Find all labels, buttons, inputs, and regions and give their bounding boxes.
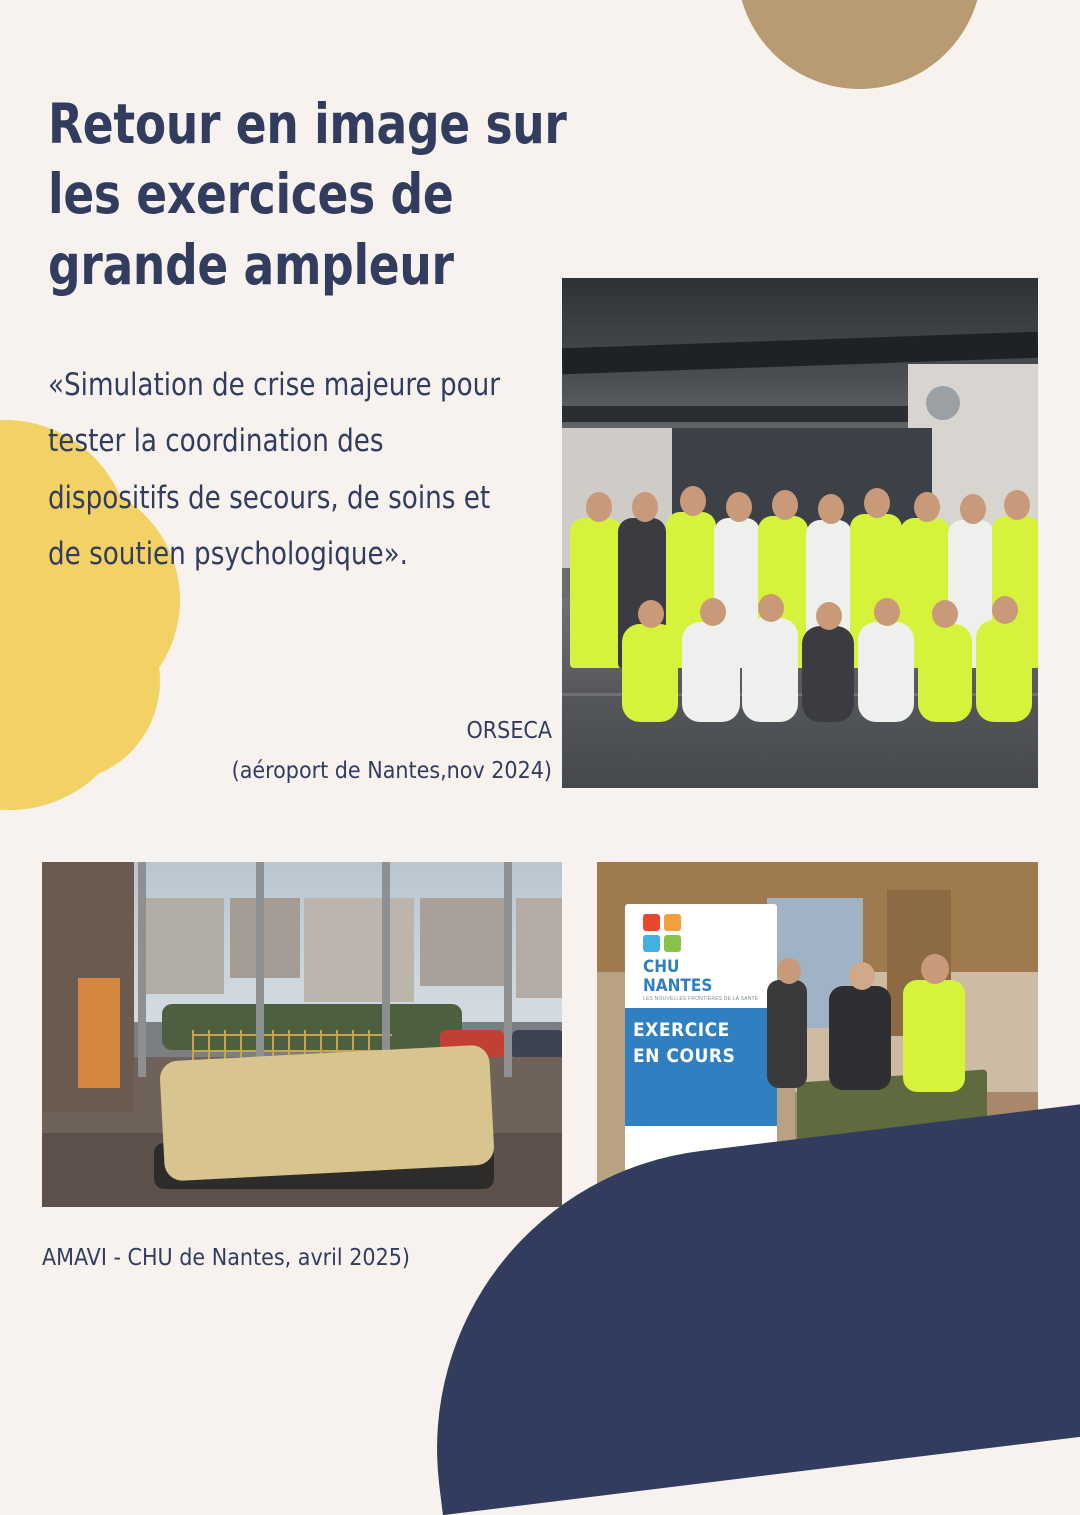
banner-brand [643,958,712,996]
photo-amavi-stretcher [42,862,562,1207]
page-title: Retour en image sur les exercices de grande ampleur [48,91,567,297]
quote-text: «Simulation de crise majeure pour tester la coordination des dispositifs de secours, de soins et de soutien psychologique». [48,367,501,573]
caption-orseca-detail: (aéroport de Nantes,nov 2024) [231,757,552,784]
banner-message [633,1018,771,1069]
banner-message-line1: EXERCICE [633,1019,730,1041]
photo-orseca-group [562,278,1038,788]
banner-brand-line1: CHU [643,957,680,977]
banner-message-line2: EN COURS [633,1044,736,1067]
tan-blob-decoration [737,0,982,89]
banner-brand-line2: NANTES [643,976,713,997]
caption-orseca [180,712,552,791]
chu-nantes-logo-icon [643,914,683,954]
navy-corner-decoration [820,1190,1080,1410]
photo-crowd-front-row [562,612,1038,722]
caption-orseca-title: ORSECA [466,718,552,744]
caption-amavi: AMAVI - CHU de Nantes, avril 2025) [42,1245,410,1271]
banner-tagline: LES NOUVELLES FRONTIÈRES DE LA SANTÉ [643,996,759,1002]
